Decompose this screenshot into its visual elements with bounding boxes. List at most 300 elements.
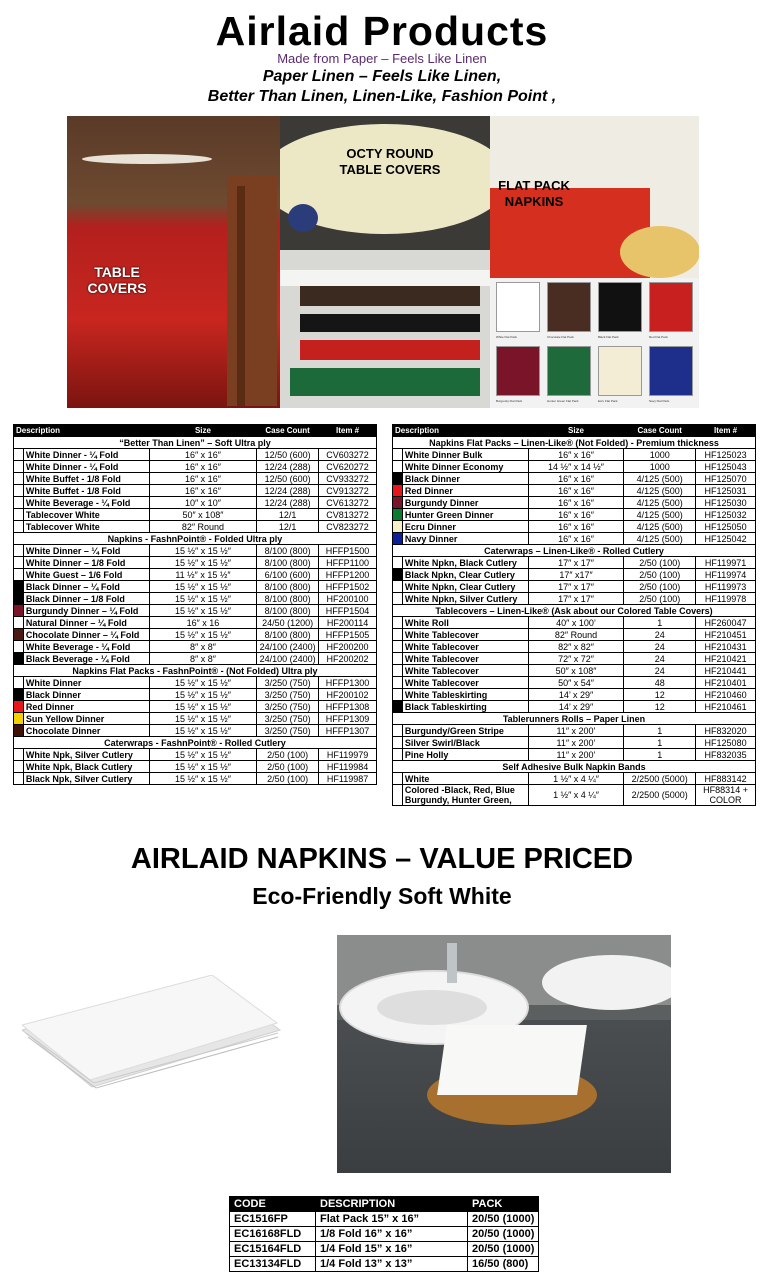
item-case-count: 2/50 (100) [257, 773, 319, 785]
item-description: White Roll [402, 617, 528, 629]
table-row [230, 1257, 539, 1272]
section-title: Caterwraps – Linen-Like® - Rolled Cutlery [393, 545, 756, 557]
item-description: White Npkn, Silver Cutlery [402, 593, 528, 605]
tagline: Made from Paper – Feels Like Linen [277, 51, 487, 66]
color-swatch [14, 629, 24, 641]
table-row [393, 473, 756, 485]
item-case-count: 4/125 (500) [624, 485, 696, 497]
item-size: 82″ Round [149, 521, 256, 533]
item-number: HF200202 [319, 653, 377, 665]
octy-round-photo [280, 116, 490, 250]
item-case-count: 24 [624, 641, 696, 653]
table-row [393, 509, 756, 521]
subtitle-line-2: Better Than Linen, Linen-Like, Fashion Point , [207, 88, 557, 105]
item-size: 8″ x 8″ [149, 641, 256, 653]
section-header [14, 737, 377, 749]
item-case-count: 1 [624, 617, 696, 629]
codes-cell: Flat Pack 15” x 16” [316, 1212, 468, 1227]
value-priced-title: AIRLAID NAPKINS – VALUE PRICED [130, 843, 634, 875]
item-case-count: 4/125 (500) [624, 473, 696, 485]
table-row [393, 461, 756, 473]
item-description: White [402, 773, 528, 785]
color-swatch [14, 569, 24, 581]
item-case-count: 24 [624, 629, 696, 641]
table-row [393, 641, 756, 653]
item-description: Navy Dinner [402, 533, 528, 545]
swatch-caption: Chocolate Flat Pack [547, 335, 574, 339]
table-row [393, 629, 756, 641]
item-case-count: 2/50 (100) [257, 761, 319, 773]
item-description: White Buffet - 1/8 Fold [23, 473, 149, 485]
item-size: 50″ x 54″ [528, 677, 624, 689]
table-row [393, 521, 756, 533]
item-description: White Dinner - ¼ Fold [23, 449, 149, 461]
section-header [393, 605, 756, 617]
item-size: 16″ x 16 [149, 617, 256, 629]
color-swatch [393, 509, 403, 521]
section-title: Self Adhesive Bulk Napkin Bands [393, 761, 756, 773]
swatch-caption: Navy Flat Pack [649, 399, 670, 403]
item-number: HF125043 [696, 461, 756, 473]
color-swatch [598, 346, 642, 396]
item-number: HF200200 [319, 641, 377, 653]
item-size: 16″ x 16″ [528, 485, 624, 497]
item-size: 15 ½″ x 15 ½″ [149, 761, 256, 773]
item-description: White Tablecover [402, 653, 528, 665]
section-header [393, 437, 756, 449]
item-description: Black Npk, Silver Cutlery [23, 773, 149, 785]
item-description: Silver Swirl/Black [402, 737, 528, 749]
codes-header: PACK [468, 1197, 539, 1212]
table-row [393, 737, 756, 749]
item-description: Tablecover White [23, 521, 149, 533]
item-case-count: 12/24 (288) [257, 461, 319, 473]
header-case-count: Case Count [257, 425, 319, 437]
color-swatch [393, 485, 403, 497]
color-swatch [14, 461, 24, 473]
item-case-count: 24/100 (2400) [257, 641, 319, 653]
item-case-count: 2/50 (100) [257, 749, 319, 761]
color-swatch [598, 282, 642, 332]
color-swatch [14, 509, 24, 521]
item-number: HFFP1505 [319, 629, 377, 641]
table-row [393, 785, 756, 806]
item-description: Black Dinner – 1/8 Fold [23, 593, 149, 605]
color-swatch [14, 605, 24, 617]
item-size: 15 ½″ x 15 ½″ [149, 725, 256, 737]
item-size: 1 ½″ x 4 ¼″ [528, 773, 624, 785]
color-swatch [393, 653, 403, 665]
table-row [14, 725, 377, 737]
table-row [14, 521, 377, 533]
item-size: 50″ x 108″ [149, 509, 256, 521]
item-description: Ecru Dinner [402, 521, 528, 533]
table-row [393, 653, 756, 665]
table-row [14, 653, 377, 665]
item-size: 15 ½″ x 15 ½″ [149, 593, 256, 605]
item-case-count: 4/125 (500) [624, 521, 696, 533]
item-number: HF210421 [696, 653, 756, 665]
item-case-count: 4/125 (500) [624, 497, 696, 509]
color-swatch [496, 282, 540, 332]
item-case-count: 1 [624, 749, 696, 761]
item-case-count: 12/24 (288) [257, 497, 319, 509]
item-size: 17″ x 17″ [528, 593, 624, 605]
item-number: HF210431 [696, 641, 756, 653]
table-row [14, 545, 377, 557]
item-case-count: 3/250 (750) [257, 725, 319, 737]
item-description: Chocolate Dinner [23, 725, 149, 737]
codes-header: DESCRIPTION [316, 1197, 468, 1212]
item-number: HF125030 [696, 497, 756, 509]
color-swatch [14, 677, 24, 689]
item-size: 17″ x 17″ [528, 557, 624, 569]
item-number: HF119978 [696, 593, 756, 605]
section-header [14, 533, 377, 545]
item-size: 11″ x 200’ [528, 737, 624, 749]
color-swatch [14, 617, 24, 629]
color-swatch [14, 521, 24, 533]
section-title: Caterwraps - FashnPoint® - Rolled Cutlery [14, 737, 377, 749]
table-row [14, 773, 377, 785]
color-swatch [393, 449, 403, 461]
value-priced-table [229, 1196, 539, 1272]
item-size: 40″ x 100’ [528, 617, 624, 629]
item-number: HF125023 [696, 449, 756, 461]
color-swatch [14, 485, 24, 497]
item-case-count: 12/50 (600) [257, 449, 319, 461]
section-header [393, 545, 756, 557]
color-swatch [393, 689, 403, 701]
codes-cell: EC15164FLD [230, 1242, 316, 1257]
item-size: 1 ½″ x 4 ¼″ [528, 785, 624, 806]
color-swatch [393, 641, 403, 653]
table-row [14, 641, 377, 653]
item-case-count: 2/50 (100) [624, 593, 696, 605]
codes-cell: 1/8 Fold 16” x 16” [316, 1227, 468, 1242]
item-size: 15 ½″ x 15 ½″ [149, 773, 256, 785]
table-row [14, 689, 377, 701]
item-case-count: 12/50 (600) [257, 473, 319, 485]
item-description: Black Beverage - ¼ Fold [23, 653, 149, 665]
color-swatch [393, 461, 403, 473]
codes-cell: 16/50 (800) [468, 1257, 539, 1272]
item-number: HFFP1504 [319, 605, 377, 617]
item-size: 15 ½″ x 15 ½″ [149, 557, 256, 569]
item-case-count: 24 [624, 665, 696, 677]
item-description: White Beverage - ¼ Fold [23, 497, 149, 509]
item-size: 16″ x 16″ [149, 485, 256, 497]
codes-cell: 1/4 Fold 15” x 16” [316, 1242, 468, 1257]
flat-pack-label: FLAT PACK NAPKINS [498, 178, 570, 209]
color-swatch [14, 545, 24, 557]
item-number: CV613272 [319, 497, 377, 509]
restroom-photo [337, 935, 671, 1173]
color-swatch [393, 581, 403, 593]
item-size: 8″ x 8″ [149, 653, 256, 665]
item-number: HF210451 [696, 629, 756, 641]
item-number: HFFP1308 [319, 701, 377, 713]
item-description: White Npk, Black Cutlery [23, 761, 149, 773]
header-size: Size [149, 425, 256, 437]
item-size: 15 ½″ x 15 ½″ [149, 581, 256, 593]
table-row [14, 449, 377, 461]
color-swatch [393, 473, 403, 485]
color-swatch [14, 497, 24, 509]
section-header [14, 437, 377, 449]
left-product-table [13, 424, 377, 785]
item-number: HF210401 [696, 677, 756, 689]
item-number: HFFP1300 [319, 677, 377, 689]
item-size: 17″ x17″ [528, 569, 624, 581]
item-description: White Buffet - 1/8 Fold [23, 485, 149, 497]
header-size: Size [528, 425, 624, 437]
table-row [14, 749, 377, 761]
color-swatch [14, 713, 24, 725]
table-row [393, 485, 756, 497]
value-priced-subtitle: Eco-Friendly Soft White [252, 883, 512, 909]
item-size: 16″ x 16″ [528, 521, 624, 533]
item-case-count: 4/125 (500) [624, 533, 696, 545]
item-size: 14’ x 29″ [528, 701, 624, 713]
item-size: 11 ½″ x 15 ½″ [149, 569, 256, 581]
item-size: 14’ x 29″ [528, 689, 624, 701]
item-number: HFFP1309 [319, 713, 377, 725]
item-case-count: 8/100 (800) [257, 629, 319, 641]
item-number: HF200100 [319, 593, 377, 605]
color-swatch [14, 449, 24, 461]
item-size: 72″ x 72″ [528, 653, 624, 665]
item-description: Colored -Black, Red, Blue Burgundy, Hunter Green, [402, 785, 528, 806]
color-swatch [14, 701, 24, 713]
item-number: HF125070 [696, 473, 756, 485]
color-swatch [14, 641, 24, 653]
item-case-count: 1000 [624, 461, 696, 473]
item-number: HF119974 [696, 569, 756, 581]
item-number: HFFP1500 [319, 545, 377, 557]
table-row [393, 617, 756, 629]
item-size: 15 ½″ x 15 ½″ [149, 605, 256, 617]
codes-cell: 20/50 (1000) [468, 1212, 539, 1227]
item-case-count: 48 [624, 677, 696, 689]
item-description: White Dinner Bulk [402, 449, 528, 461]
color-swatches [490, 278, 699, 408]
swatch-caption: Red Flat Pack [649, 335, 668, 339]
color-swatch [14, 581, 24, 593]
item-number: HF260047 [696, 617, 756, 629]
item-size: 50″ x 108″ [528, 665, 624, 677]
item-number: HF210441 [696, 665, 756, 677]
color-swatch [14, 761, 24, 773]
color-swatch [14, 689, 24, 701]
caterwraps-photo [280, 250, 490, 408]
item-description: Natural Dinner – ¼ Fold [23, 617, 149, 629]
table-row [14, 557, 377, 569]
codes-cell: EC1516FP [230, 1212, 316, 1227]
table-row [14, 761, 377, 773]
item-case-count: 3/250 (750) [257, 689, 319, 701]
octy-round-label: OCTY ROUND TABLE COVERS [339, 146, 441, 177]
item-size: 15 ½″ x 15 ½″ [149, 713, 256, 725]
item-case-count: 12/24 (288) [257, 485, 319, 497]
item-description: Red Dinner [402, 485, 528, 497]
item-number: HF883142 [696, 773, 756, 785]
item-number: HF88314 + COLOR [696, 785, 756, 806]
color-swatch [649, 282, 693, 332]
item-size: 15 ½″ x 15 ½″ [149, 677, 256, 689]
item-case-count: 1000 [624, 449, 696, 461]
section-title: “Better Than Linen” – Soft Ultra ply [14, 437, 377, 449]
table-row [393, 533, 756, 545]
table-row [230, 1242, 539, 1257]
item-number: HFFP1100 [319, 557, 377, 569]
item-case-count: 8/100 (800) [257, 545, 319, 557]
swatch-caption: Black Flat Pack [598, 335, 619, 339]
item-description: Black Dinner – ¼ Fold [23, 581, 149, 593]
napkin-stack-photo [22, 975, 282, 1095]
item-number: HF210461 [696, 701, 756, 713]
item-description: Black Dinner [23, 689, 149, 701]
color-swatch [393, 593, 403, 605]
table-row [14, 593, 377, 605]
swatch-caption: Ecru Flat Pack [598, 399, 618, 403]
header-item: Item # [319, 425, 377, 437]
item-description: White Tableskirting [402, 689, 528, 701]
item-description: Hunter Green Dinner [402, 509, 528, 521]
item-case-count: 6/100 (600) [257, 569, 319, 581]
section-header [14, 665, 377, 677]
item-case-count: 8/100 (800) [257, 593, 319, 605]
item-size: 17″ x 17″ [528, 581, 624, 593]
color-swatch [14, 725, 24, 737]
item-number: HF210460 [696, 689, 756, 701]
color-swatch [496, 346, 540, 396]
codes-cell: EC13134FLD [230, 1257, 316, 1272]
item-description: White Dinner Economy [402, 461, 528, 473]
item-description: White Tablecover [402, 665, 528, 677]
item-case-count: 8/100 (800) [257, 557, 319, 569]
item-case-count: 2/2500 (5000) [624, 785, 696, 806]
item-size: 11″ x 200’ [528, 749, 624, 761]
color-swatch [393, 569, 403, 581]
item-description: Tablecover White [23, 509, 149, 521]
item-size: 15 ½″ x 15 ½″ [149, 749, 256, 761]
color-swatch [547, 346, 591, 396]
color-swatch [393, 557, 403, 569]
color-swatch [14, 557, 24, 569]
item-description: White Dinner – ¼ Fold [23, 545, 149, 557]
table-row [393, 677, 756, 689]
swatch-caption: Hunter Green Flat Pack [547, 399, 579, 403]
item-case-count: 8/100 (800) [257, 605, 319, 617]
color-swatch [393, 749, 403, 761]
table-row [14, 569, 377, 581]
color-swatch [14, 593, 24, 605]
item-case-count: 12/1 [257, 509, 319, 521]
item-size: 15 ½″ x 15 ½″ [149, 629, 256, 641]
item-description: White Beverage - ¼ Fold [23, 641, 149, 653]
item-case-count: 3/250 (750) [257, 677, 319, 689]
item-description: White Npk, Silver Cutlery [23, 749, 149, 761]
item-size: 16″ x 16″ [149, 473, 256, 485]
color-swatch [393, 701, 403, 713]
item-number: HF200102 [319, 689, 377, 701]
item-description: Burgundy Dinner [402, 497, 528, 509]
item-description: Sun Yellow Dinner [23, 713, 149, 725]
header-item: Item # [696, 425, 756, 437]
item-size: 10″ x 10″ [149, 497, 256, 509]
item-size: 16″ x 16″ [149, 449, 256, 461]
item-size: 16″ x 16″ [528, 497, 624, 509]
item-number: HF119979 [319, 749, 377, 761]
color-swatch [393, 665, 403, 677]
item-number: HF119973 [696, 581, 756, 593]
color-swatch [393, 737, 403, 749]
subtitle-line-1: Paper Linen – Feels Like Linen, [262, 68, 502, 85]
color-swatch [393, 617, 403, 629]
item-description: White Npkn, Clear Cutlery [402, 581, 528, 593]
table-row [14, 497, 377, 509]
color-swatch [393, 785, 403, 806]
table-row [14, 461, 377, 473]
item-description: White Dinner - ¼ Fold [23, 461, 149, 473]
table-row [230, 1212, 539, 1227]
item-size: 15 ½″ x 15 ½″ [149, 545, 256, 557]
codes-header: CODE [230, 1197, 316, 1212]
item-description: White Tablecover [402, 629, 528, 641]
swatch-caption: Burgundy Flat Pack [496, 399, 523, 403]
table-row [14, 605, 377, 617]
page-title: Airlaid Products [215, 8, 549, 54]
item-case-count: 12/1 [257, 521, 319, 533]
item-size: 82″ Round [528, 629, 624, 641]
table-row [14, 701, 377, 713]
color-swatch [393, 533, 403, 545]
section-title: Napkins Flat Packs – Linen-Like® (Not Folded) - Premium thickness [393, 437, 756, 449]
item-case-count: 1 [624, 737, 696, 749]
item-number: HF125031 [696, 485, 756, 497]
item-description: White Npkn, Black Cutlery [402, 557, 528, 569]
item-case-count: 4/125 (500) [624, 509, 696, 521]
table-row [393, 497, 756, 509]
item-case-count: 24/100 (2400) [257, 653, 319, 665]
color-swatch [649, 346, 693, 396]
color-swatch [547, 282, 591, 332]
flat-pack-photo [490, 116, 699, 278]
table-row [14, 581, 377, 593]
item-number: CV933272 [319, 473, 377, 485]
codes-cell: EC16168FLD [230, 1227, 316, 1242]
item-size: 82″ x 82″ [528, 641, 624, 653]
item-case-count: 12 [624, 701, 696, 713]
item-number: CV823272 [319, 521, 377, 533]
item-number: CV913272 [319, 485, 377, 497]
item-number: CV620272 [319, 461, 377, 473]
item-number: HF125032 [696, 509, 756, 521]
item-description: White Guest – 1/6 Fold [23, 569, 149, 581]
item-description: White Tablecover [402, 641, 528, 653]
table-row [393, 593, 756, 605]
table-row [14, 713, 377, 725]
table-row [14, 629, 377, 641]
item-size: 15 ½″ x 15 ½″ [149, 689, 256, 701]
item-case-count: 2/50 (100) [624, 569, 696, 581]
swatch-caption: White Flat Pack [496, 335, 518, 339]
item-case-count: 1 [624, 725, 696, 737]
item-description: Black Dinner [402, 473, 528, 485]
item-size: 16″ x 16″ [528, 473, 624, 485]
item-case-count: 8/100 (800) [257, 581, 319, 593]
